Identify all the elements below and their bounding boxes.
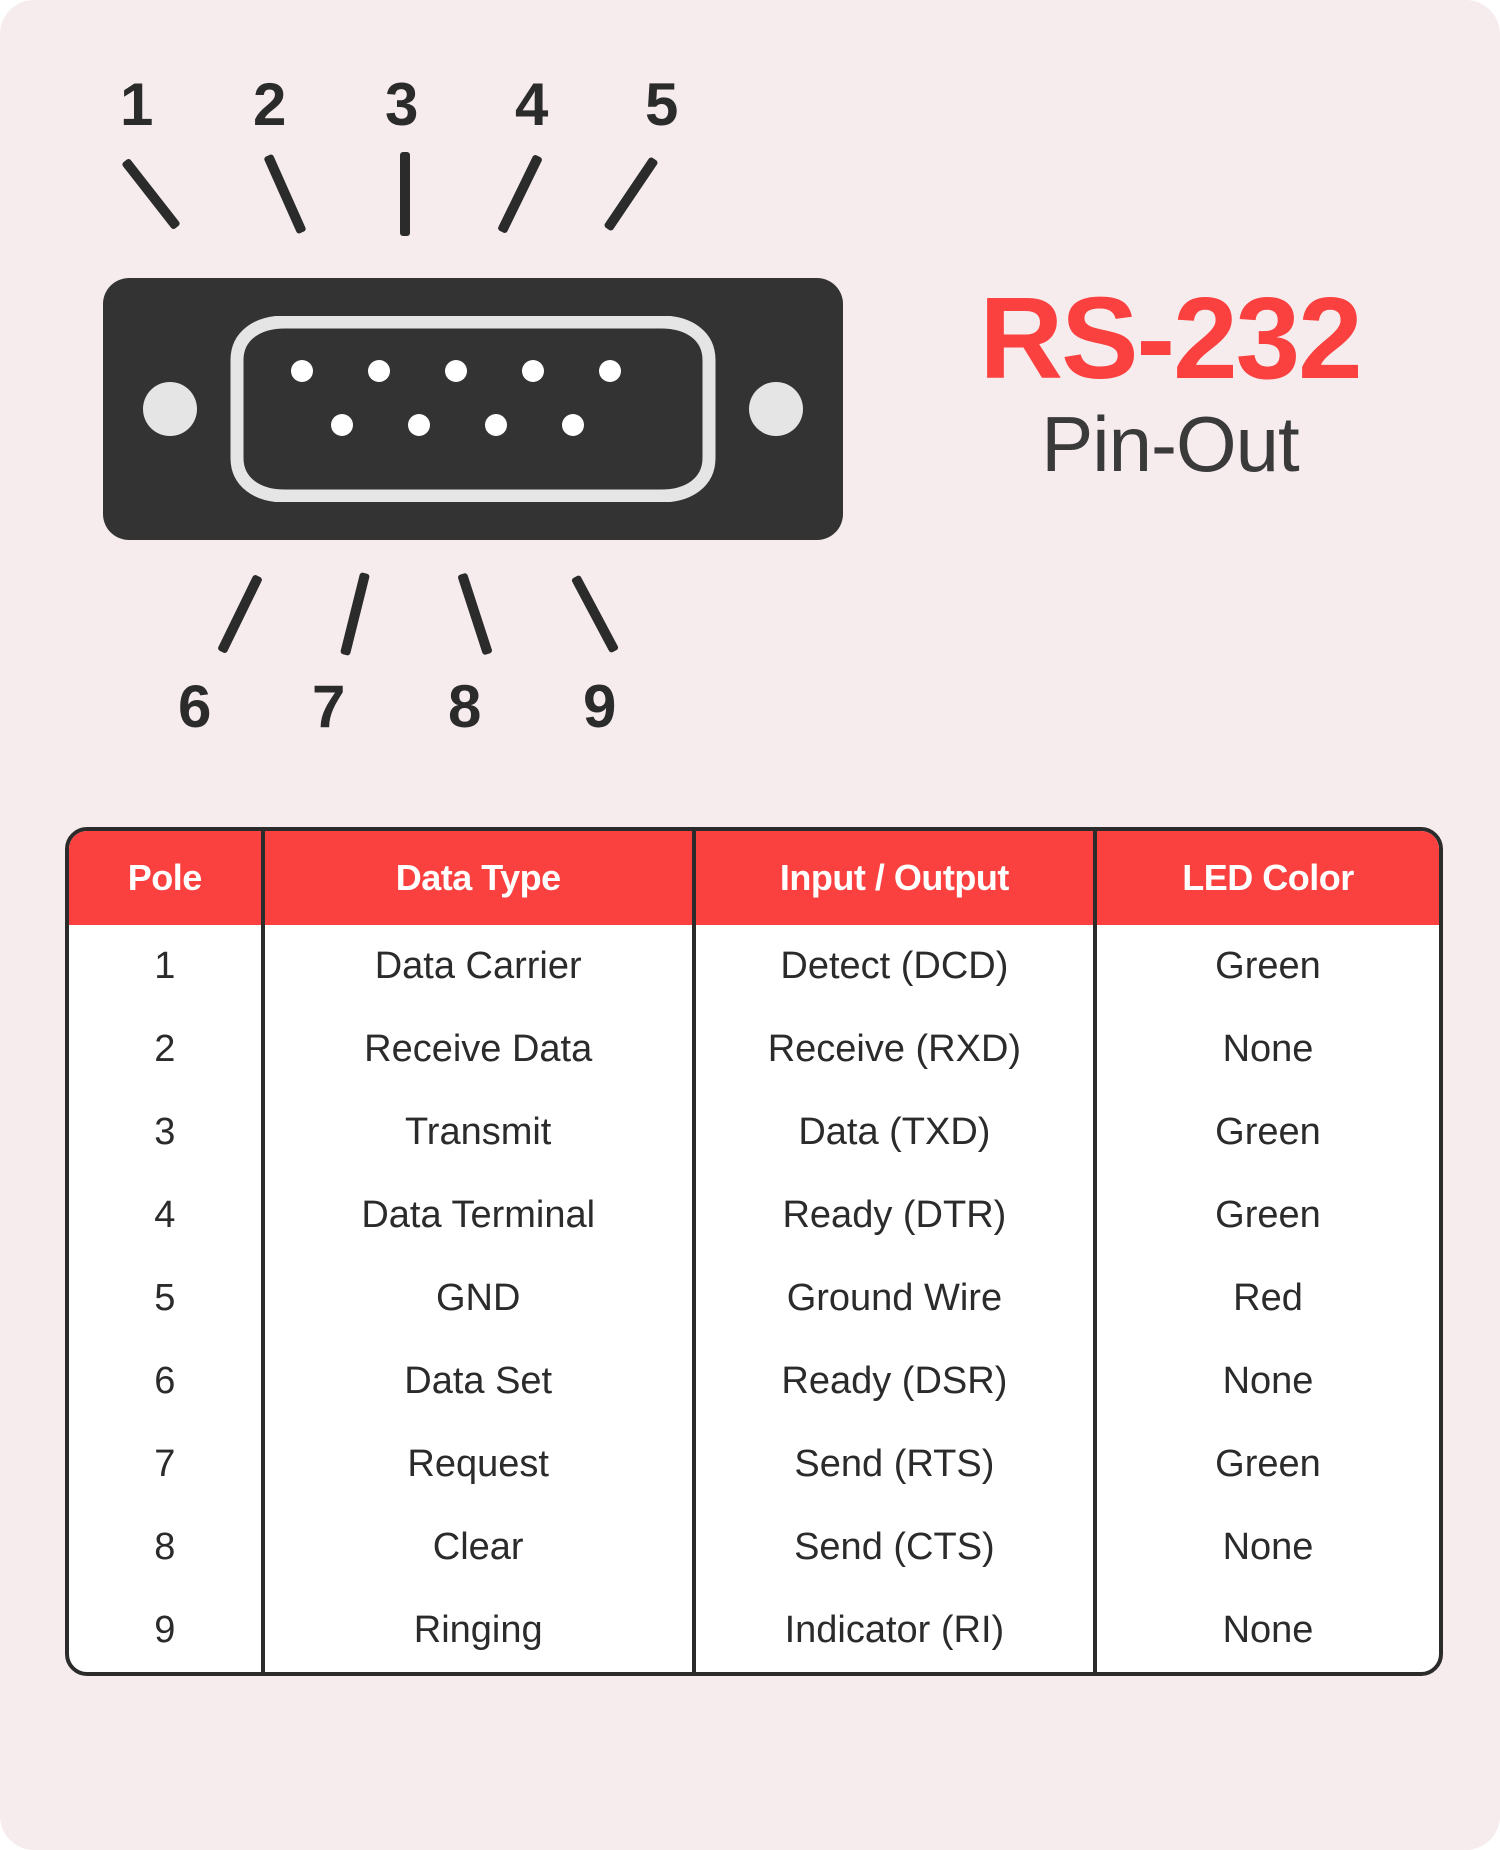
cell-input-output: Ground Wire: [694, 1257, 1095, 1340]
cell-pole: 7: [154, 1443, 176, 1485]
connector-pin-7: [408, 414, 430, 436]
cell-led-color: None: [1095, 1506, 1439, 1589]
cell-pole: 4: [154, 1194, 176, 1236]
column-header-led-color: LED Color: [1095, 831, 1439, 925]
cell-pole: 3: [154, 1111, 176, 1153]
pin-number-1: 1: [120, 71, 153, 138]
connector-pin-5: [599, 360, 621, 382]
pin-number-4: 4: [515, 71, 548, 138]
cell-data-type: GND: [263, 1257, 694, 1340]
cell-data-type: Clear: [263, 1506, 694, 1589]
cell-led-color: Green: [1095, 1174, 1439, 1257]
connector-pin-1: [291, 360, 313, 382]
cell-pole: 5: [154, 1277, 176, 1319]
cell-input-output: Detect (DCD): [694, 925, 1095, 1008]
cell-data-type: Data Terminal: [263, 1174, 694, 1257]
cell-led-color: None: [1095, 1340, 1439, 1423]
pinout-table-container: [65, 827, 1443, 1676]
leader-line-1: [121, 158, 181, 230]
cell-input-output: Send (RTS): [694, 1423, 1095, 1506]
cell-input-output: Data (TXD): [694, 1091, 1095, 1174]
table-row: [69, 1423, 1439, 1506]
cell-pole: 1: [154, 945, 176, 987]
cell-data-type: Receive Data: [263, 1008, 694, 1091]
cell-pole: 6: [154, 1360, 176, 1402]
cell-led-color: Green: [1095, 925, 1439, 1008]
connector-pin-2: [368, 360, 390, 382]
cell-input-output: Receive (RXD): [694, 1008, 1095, 1091]
connector-pin-8: [485, 414, 507, 436]
table-row: [69, 925, 1439, 1008]
cell-input-output: Ready (DSR): [694, 1340, 1095, 1423]
cell-led-color: None: [1095, 1589, 1439, 1672]
pin-number-8: 8: [448, 673, 481, 740]
cell-data-type: Data Set: [263, 1340, 694, 1423]
pinout-table: [69, 831, 1439, 1672]
table-row: [69, 1340, 1439, 1423]
leader-line-3: [400, 152, 410, 236]
table-row: [69, 1174, 1439, 1257]
connector-pin-9: [562, 414, 584, 436]
screw-hole-left-icon: [143, 382, 197, 436]
table-row: [69, 1257, 1439, 1340]
cell-input-output: Indicator (RI): [694, 1589, 1095, 1672]
page-title: RS-232: [979, 273, 1361, 403]
connector-diagram: [0, 0, 1500, 810]
cell-pole: 9: [154, 1609, 176, 1651]
cell-led-color: Red: [1095, 1257, 1439, 1340]
screw-hole-right-icon: [749, 382, 803, 436]
leader-line-4: [497, 154, 543, 234]
cell-led-color: Green: [1095, 1423, 1439, 1506]
leader-line-5: [603, 156, 658, 231]
pin-number-6: 6: [178, 673, 211, 740]
pin-number-9: 9: [583, 673, 616, 740]
cell-pole: 8: [154, 1526, 176, 1568]
cell-input-output: Send (CTS): [694, 1506, 1095, 1589]
cell-led-color: Green: [1095, 1091, 1439, 1174]
cell-data-type: Transmit: [263, 1091, 694, 1174]
page-subtitle: Pin-Out: [1041, 400, 1299, 488]
column-header-pole: Pole: [69, 831, 263, 925]
leader-line-6: [217, 574, 263, 654]
cell-input-output: Ready (DTR): [694, 1174, 1095, 1257]
title-block: [910, 273, 1430, 494]
table-row: [69, 1589, 1439, 1672]
table-row: [69, 1091, 1439, 1174]
cell-data-type: Data Carrier: [263, 925, 694, 1008]
pin-number-3: 3: [385, 71, 418, 138]
connector-pin-4: [522, 360, 544, 382]
column-header-data-type: Data Type: [263, 831, 694, 925]
cell-pole: 2: [154, 1028, 176, 1070]
connector-pin-6: [331, 414, 353, 436]
connector-pin-3: [445, 360, 467, 382]
d-shell-outline-icon: [223, 316, 723, 502]
pin-number-5: 5: [645, 71, 678, 138]
leader-line-7: [340, 572, 370, 656]
column-header-input-output: Input / Output: [694, 831, 1095, 925]
table-row: [69, 1008, 1439, 1091]
cell-data-type: Ringing: [263, 1589, 694, 1672]
leader-line-9: [571, 575, 619, 654]
pin-number-7: 7: [312, 673, 345, 740]
leader-line-8: [457, 573, 492, 656]
cell-data-type: Request: [263, 1423, 694, 1506]
db9-connector-body: [103, 278, 843, 540]
table-header-row: [69, 831, 1439, 925]
cell-led-color: None: [1095, 1008, 1439, 1091]
leader-line-2: [263, 154, 306, 235]
pin-number-2: 2: [253, 71, 286, 138]
table-row: [69, 1506, 1439, 1589]
